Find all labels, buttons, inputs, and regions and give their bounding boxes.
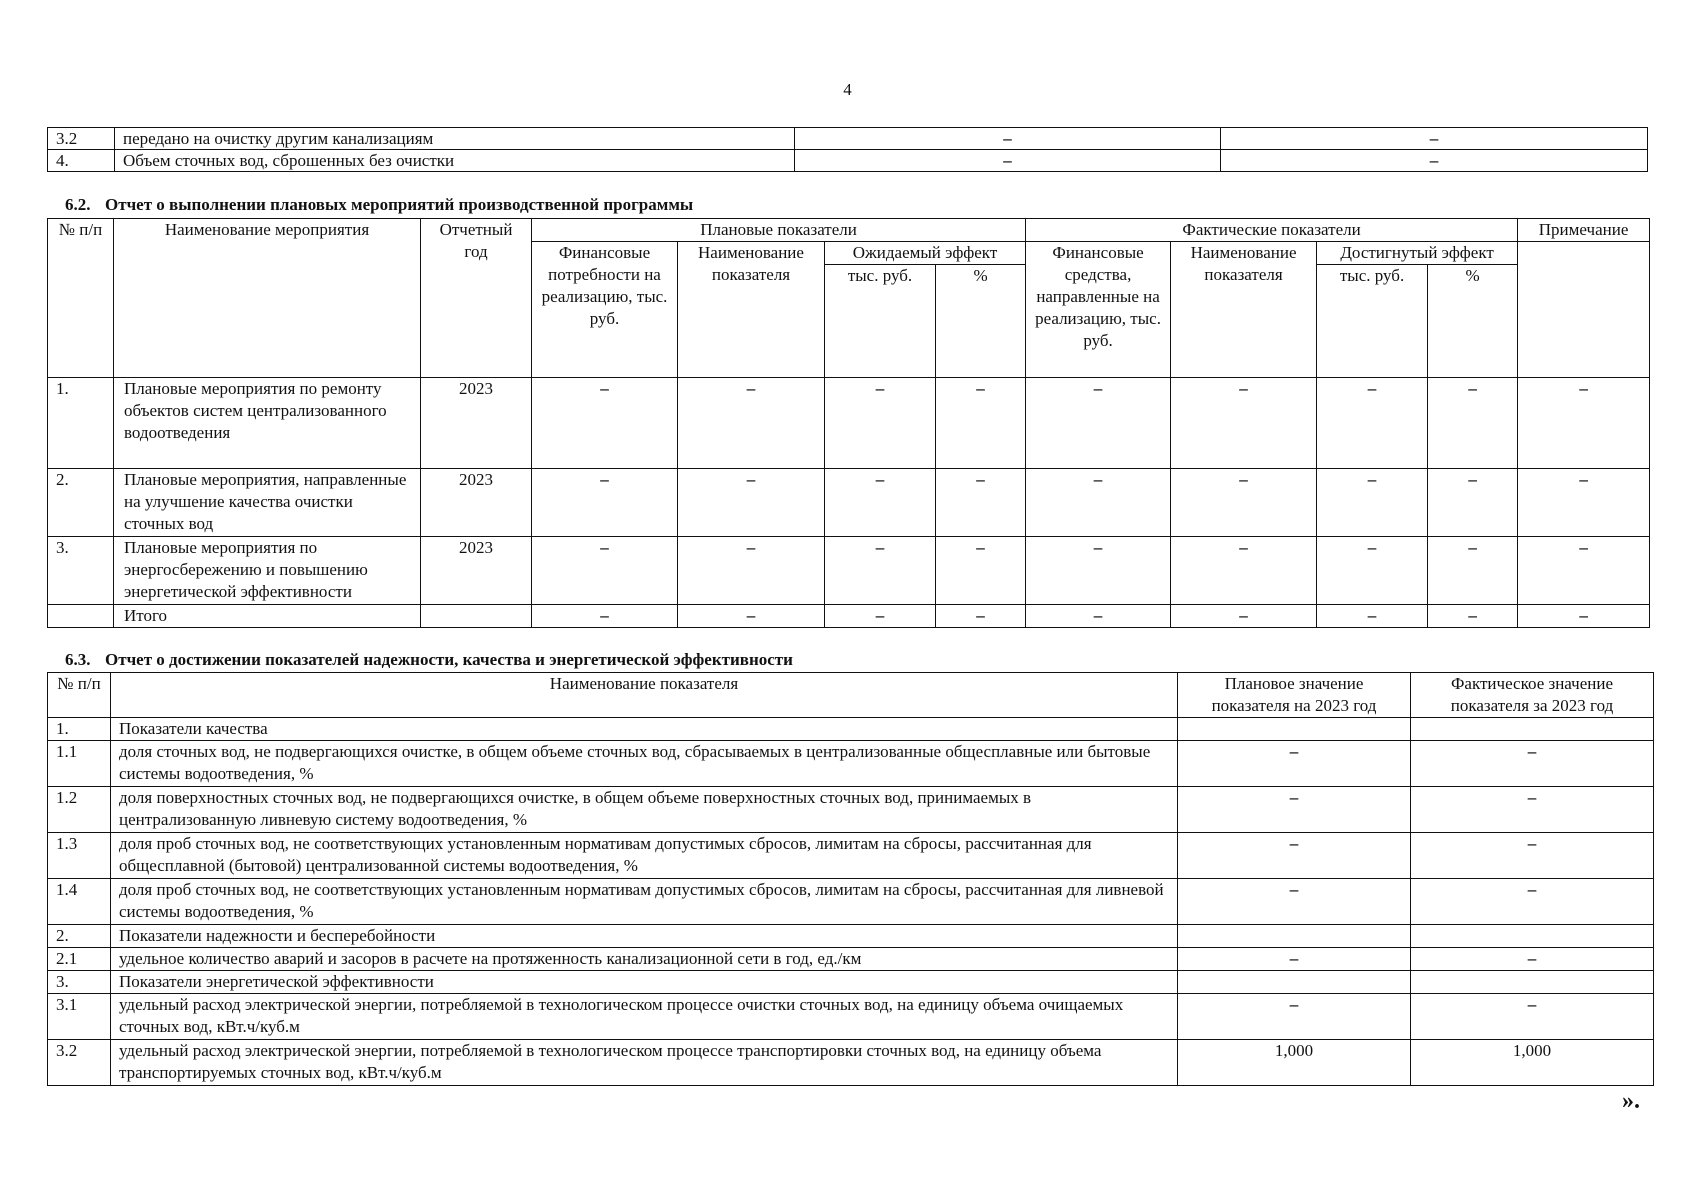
- plan-value: –: [1178, 787, 1411, 833]
- header-plan-pct: %: [936, 265, 1026, 378]
- plan-value: [1178, 718, 1411, 741]
- plan-value: –: [1178, 994, 1411, 1040]
- header-row: [48, 673, 1654, 718]
- fact-pct-value: –: [1428, 537, 1518, 605]
- plan-fin-value: –: [532, 469, 678, 537]
- fact-indicator-value: –: [1171, 469, 1317, 537]
- plan-value: [1178, 925, 1411, 948]
- note-value: –: [1518, 378, 1650, 469]
- section-title-6-2: [47, 195, 693, 215]
- row-number: 2.: [48, 469, 114, 537]
- row-name: передано на очистку другим канализациям: [115, 128, 795, 150]
- row-name: Показатели надежности и бесперебойности: [111, 925, 1178, 948]
- row-name: Плановые мероприятия по энергосбережению и повышению энергетической эффективности: [114, 537, 421, 605]
- plan-pct-value: –: [936, 605, 1026, 628]
- page-number: 4: [843, 80, 852, 99]
- header-plan-effect: Ожидаемый эффект: [825, 242, 1026, 265]
- header-year: Отчетный год: [421, 219, 532, 378]
- plan-pct-value: –: [936, 537, 1026, 605]
- row-name: Показатели энергетической эффективности: [111, 971, 1178, 994]
- section-number: 6.3.: [65, 650, 91, 669]
- fact-fin-value: –: [1026, 537, 1171, 605]
- note-value: –: [1518, 537, 1650, 605]
- row-name: удельный расход электрической энергии, потребляемой в технологическом процессе очистки сточных вод, на единицу объема очищаемых сточных вод, кВт.ч/куб.м: [111, 994, 1178, 1040]
- header-fact-effect: Достигнутый эффект: [1317, 242, 1518, 265]
- table-row: [48, 971, 1654, 994]
- header-plan: Плановое значение показателя на 2023 год: [1178, 673, 1411, 718]
- fact-rub-value: –: [1317, 605, 1428, 628]
- table-row: [48, 787, 1654, 833]
- row-number: 3.: [48, 971, 111, 994]
- fact-fin-value: –: [1026, 378, 1171, 469]
- row-number: 2.1: [48, 948, 111, 971]
- fact-value: 1,000: [1411, 1040, 1654, 1086]
- table-row: [48, 925, 1654, 948]
- plan-fin-value: –: [532, 605, 678, 628]
- header-fact-fin: Финансовые средства, направленные на реализацию, тыс. руб.: [1026, 242, 1171, 378]
- plan-value: –: [1178, 879, 1411, 925]
- fact-pct-value: –: [1428, 378, 1518, 469]
- fact-indicator-value: –: [1171, 378, 1317, 469]
- table-row: [48, 879, 1654, 925]
- row-name: доля сточных вод, не подвергающихся очистке, в общем объеме сточных вод, сбрасываемых в централизованные общесплавные или бытовые системы водоотведения, %: [111, 741, 1178, 787]
- header-plan-fin: Финансовые потребности на реализацию, тыс. руб.: [532, 242, 678, 378]
- header-note-empty: [1518, 242, 1650, 378]
- continuation-table: [47, 127, 1648, 172]
- closing-quote-mark: ».: [1622, 1088, 1640, 1114]
- row-name: Плановые мероприятия, направленные на улучшение качества очистки сточных вод: [114, 469, 421, 537]
- header-plan-indicator: Наименование показателя: [678, 242, 825, 378]
- row-year: 2023: [421, 537, 532, 605]
- table-row: [48, 718, 1654, 741]
- section-title-text: Отчет о выполнении плановых мероприятий производственной программы: [105, 195, 694, 214]
- note-value: –: [1518, 605, 1650, 628]
- plan-value: –: [795, 128, 1221, 150]
- fact-pct-value: –: [1428, 605, 1518, 628]
- header-fact-indicator: Наименование показателя: [1171, 242, 1317, 378]
- row-number: 2.: [48, 925, 111, 948]
- row-number: 3.2: [48, 1040, 111, 1086]
- plan-fin-value: –: [532, 378, 678, 469]
- header-num: № п/п: [48, 673, 111, 718]
- table-row: [48, 150, 1648, 172]
- plan-value: –: [795, 150, 1221, 172]
- header-num: № п/п: [48, 219, 114, 378]
- fact-value: –: [1411, 741, 1654, 787]
- row-name: удельный расход электрической энергии, потребляемой в технологическом процессе транспортировки сточных вод, на единицу объема транспортируемых сточных вод, кВт.ч/куб.м: [111, 1040, 1178, 1086]
- row-number: 3.: [48, 537, 114, 605]
- row-name: доля проб сточных вод, не соответствующих установленным нормативам допустимых сбросов, лимитам на сбросы, рассчитанная для общесплавной (бытовой) централизованной системы водоотведения, %: [111, 833, 1178, 879]
- table-row: [48, 1040, 1654, 1086]
- section-number: 6.2.: [65, 195, 91, 214]
- fact-fin-value: –: [1026, 605, 1171, 628]
- plan-value: –: [1178, 741, 1411, 787]
- row-name: Показатели качества: [111, 718, 1178, 741]
- header-plan-rub: тыс. руб.: [825, 265, 936, 378]
- row-name: Плановые мероприятия по ремонту объектов систем централизованного водоотведения: [114, 378, 421, 469]
- fact-rub-value: –: [1317, 378, 1428, 469]
- fact-value: –: [1411, 833, 1654, 879]
- row-name: удельное количество аварий и засоров в расчете на протяженность канализационной сети в год, ед./км: [111, 948, 1178, 971]
- table-row: [48, 378, 1650, 469]
- plan-indicator-value: –: [678, 605, 825, 628]
- row-year: 2023: [421, 378, 532, 469]
- row-number: 1.1: [48, 741, 111, 787]
- header-row: [48, 219, 1650, 242]
- header-name: Наименование показателя: [111, 673, 1178, 718]
- row-number: 4.: [48, 150, 115, 172]
- row-number: 1.: [48, 378, 114, 469]
- header-plan-group: Плановые показатели: [532, 219, 1026, 242]
- plan-indicator-value: –: [678, 469, 825, 537]
- section-title-text: Отчет о достижении показателей надежности, качества и энергетической эффективности: [105, 650, 793, 669]
- plan-rub-value: –: [825, 378, 936, 469]
- table-row: [48, 469, 1650, 537]
- fact-value: –: [1221, 128, 1648, 150]
- row-name: доля проб сточных вод, не соответствующих установленным нормативам допустимых сбросов, лимитам на сбросы, рассчитанная для ливневой системы водоотведения, %: [111, 879, 1178, 925]
- plan-value: –: [1178, 948, 1411, 971]
- plan-pct-value: –: [936, 469, 1026, 537]
- plan-indicator-value: –: [678, 378, 825, 469]
- table-row: [48, 948, 1654, 971]
- header-fact-group: Фактические показатели: [1026, 219, 1518, 242]
- row-number: 1.3: [48, 833, 111, 879]
- row-year: 2023: [421, 469, 532, 537]
- header-fact: Фактическое значение показателя за 2023 год: [1411, 673, 1654, 718]
- planned-measures-table: [47, 218, 1650, 628]
- row-number: 1.4: [48, 879, 111, 925]
- indicators-table: [47, 672, 1654, 1086]
- plan-fin-value: –: [532, 537, 678, 605]
- row-number: 1.2: [48, 787, 111, 833]
- total-row: [48, 605, 1650, 628]
- fact-value: –: [1411, 879, 1654, 925]
- plan-indicator-value: –: [678, 537, 825, 605]
- plan-value: [1178, 971, 1411, 994]
- fact-value: [1411, 971, 1654, 994]
- table-row: [48, 741, 1654, 787]
- header-fact-pct: %: [1428, 265, 1518, 378]
- fact-value: –: [1221, 150, 1648, 172]
- table-row: [48, 537, 1650, 605]
- fact-value: [1411, 718, 1654, 741]
- row-number: 3.1: [48, 994, 111, 1040]
- fact-pct-value: –: [1428, 469, 1518, 537]
- table-row: [48, 128, 1648, 150]
- plan-rub-value: –: [825, 469, 936, 537]
- table-row: [48, 833, 1654, 879]
- fact-value: –: [1411, 948, 1654, 971]
- plan-pct-value: –: [936, 378, 1026, 469]
- fact-value: –: [1411, 994, 1654, 1040]
- fact-indicator-value: –: [1171, 605, 1317, 628]
- row-year-empty: [421, 605, 532, 628]
- row-number-empty: [48, 605, 114, 628]
- row-number: 3.2: [48, 128, 115, 150]
- row-name: доля поверхностных сточных вод, не подвергающихся очистке, в общем объеме поверхностных сточных вод, принимаемых в централизованную ливневую систему водоотведения, %: [111, 787, 1178, 833]
- total-label: Итого: [114, 605, 421, 628]
- row-number: 1.: [48, 718, 111, 741]
- plan-rub-value: –: [825, 605, 936, 628]
- row-name: Объем сточных вод, сброшенных без очистки: [115, 150, 795, 172]
- section-title-6-3: [47, 650, 793, 670]
- table-row: [48, 994, 1654, 1040]
- header-note: Примечание: [1518, 219, 1650, 242]
- plan-value: –: [1178, 833, 1411, 879]
- fact-indicator-value: –: [1171, 537, 1317, 605]
- header-fact-rub: тыс. руб.: [1317, 265, 1428, 378]
- fact-value: [1411, 925, 1654, 948]
- plan-value: 1,000: [1178, 1040, 1411, 1086]
- fact-rub-value: –: [1317, 469, 1428, 537]
- header-name: Наименование мероприятия: [114, 219, 421, 378]
- fact-fin-value: –: [1026, 469, 1171, 537]
- fact-value: –: [1411, 787, 1654, 833]
- note-value: –: [1518, 469, 1650, 537]
- plan-rub-value: –: [825, 537, 936, 605]
- fact-rub-value: –: [1317, 537, 1428, 605]
